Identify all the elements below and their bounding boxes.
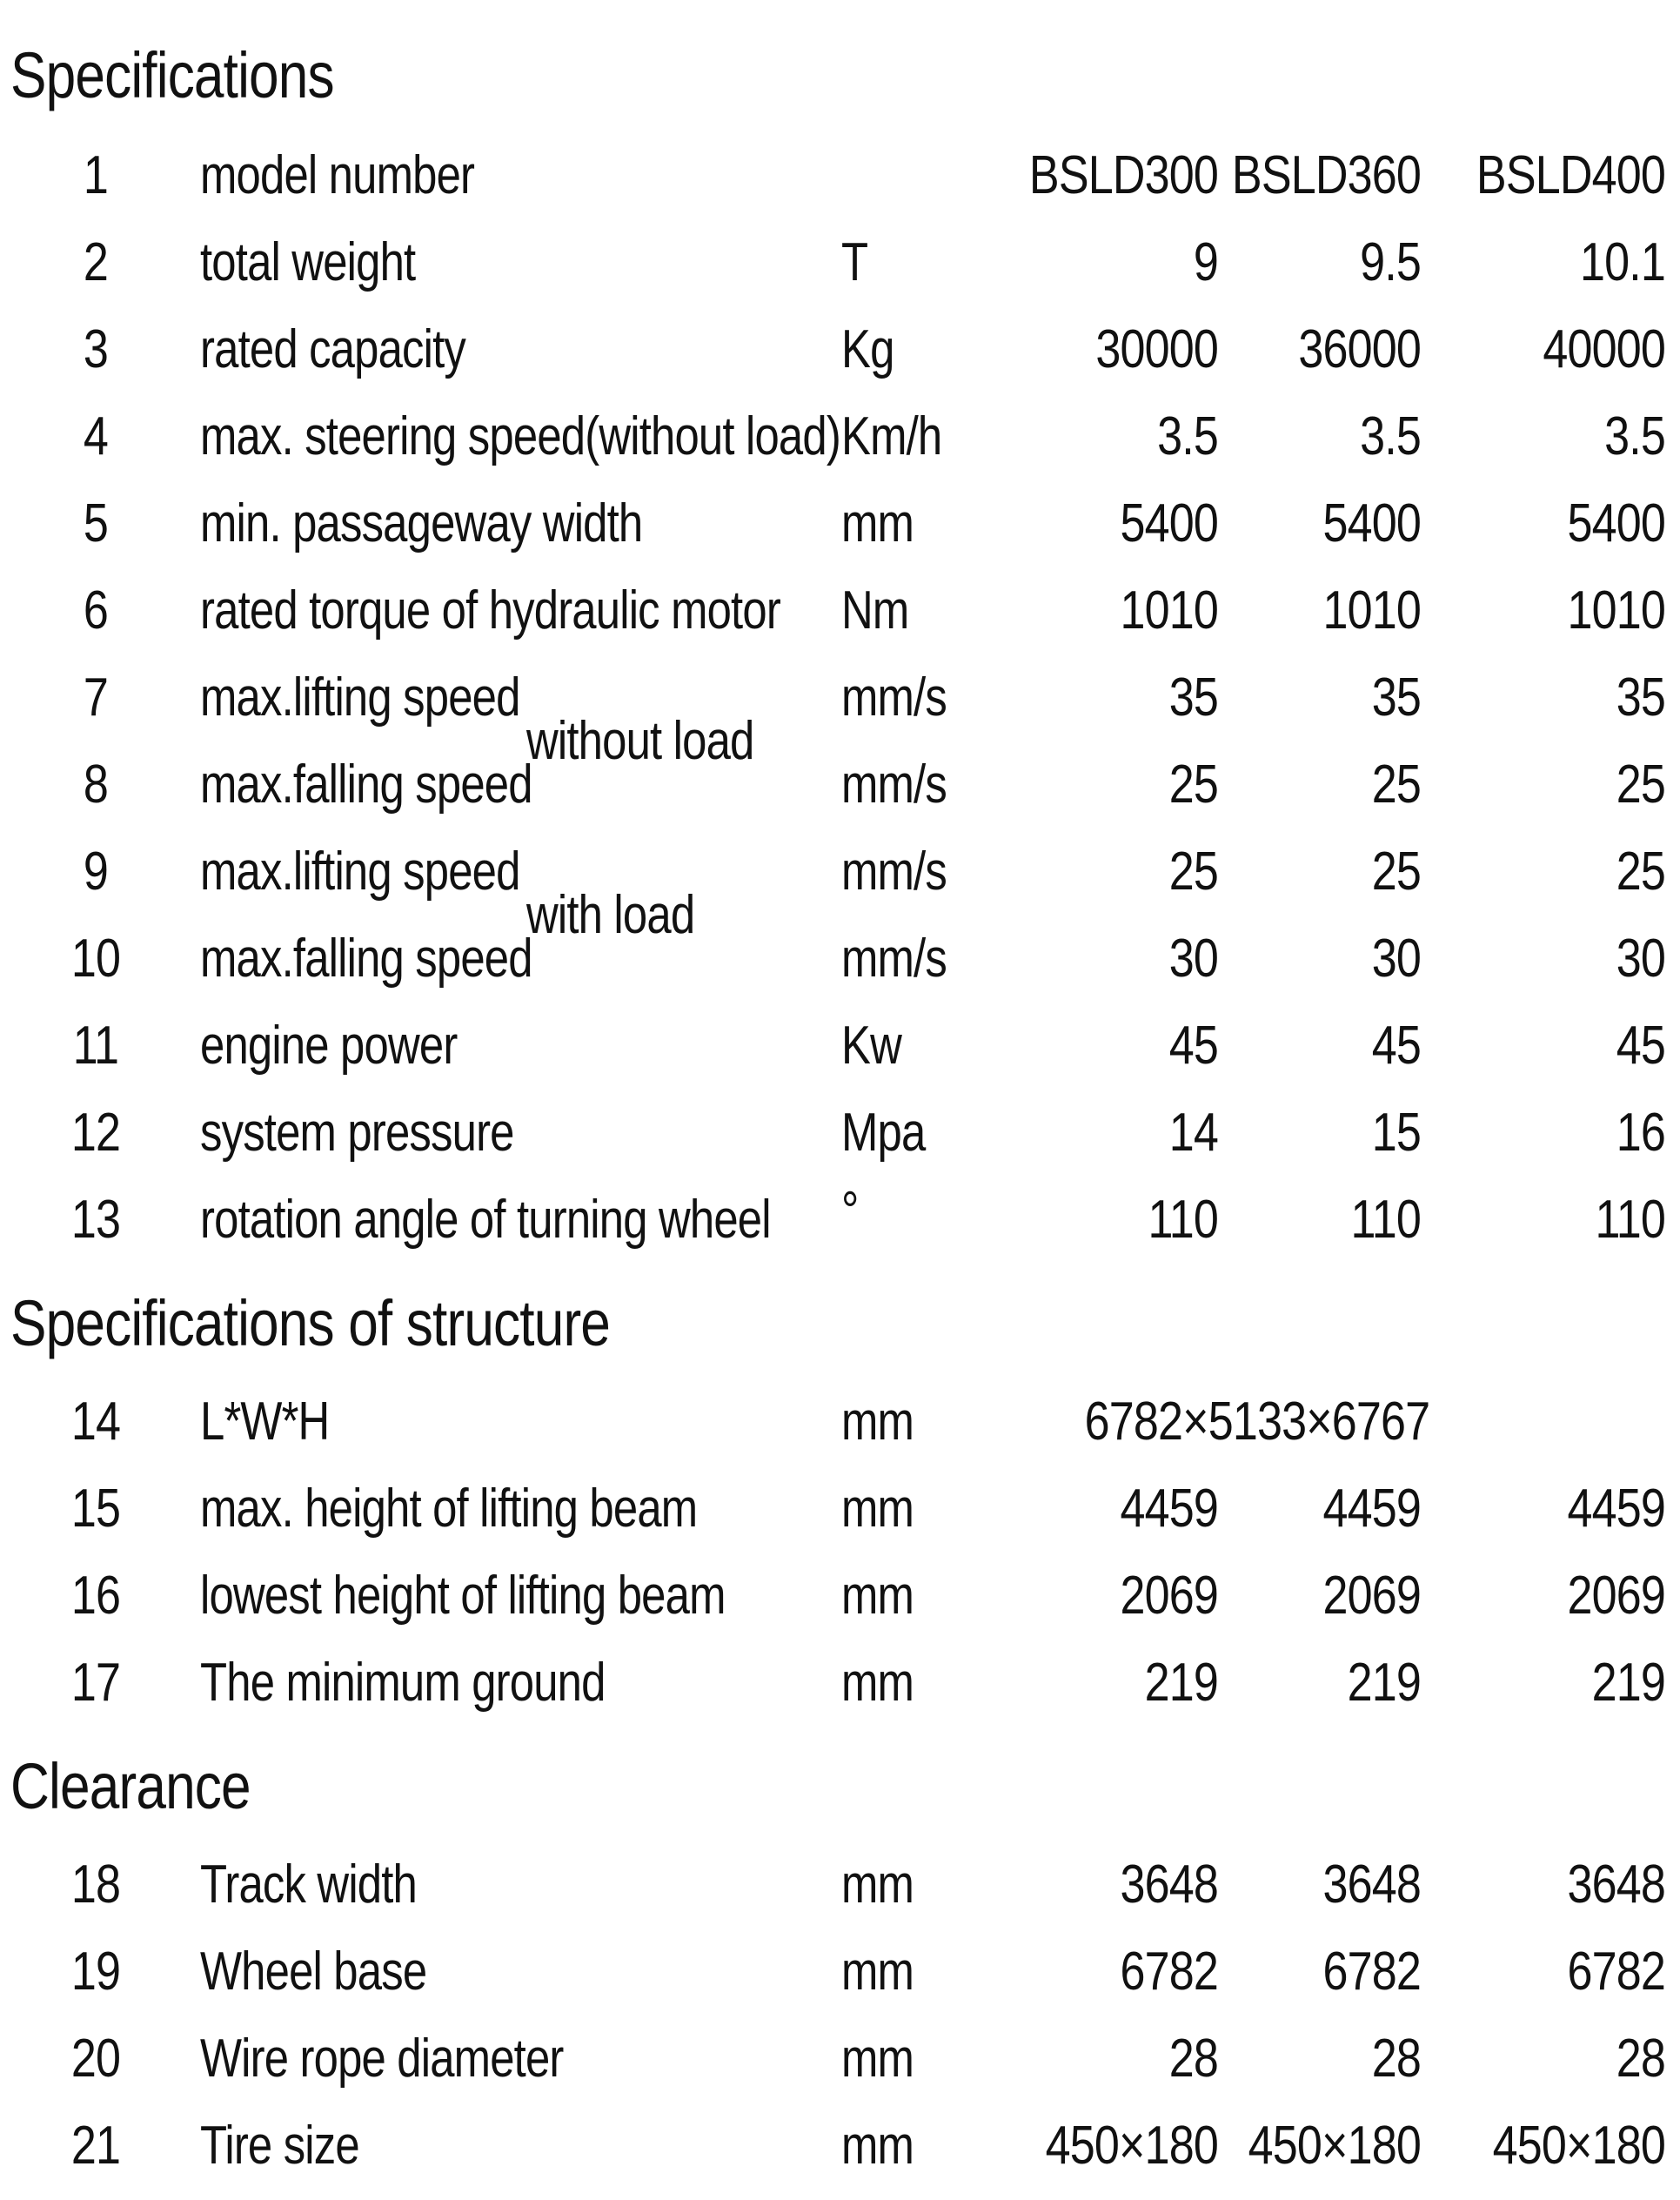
row-label: The minimum ground (200, 1653, 606, 1713)
row-unit: mm/s (841, 842, 947, 902)
row-number: 16 (70, 1566, 121, 1626)
row-unit: mm (841, 493, 914, 553)
value-model-1: 450×180 (1045, 2116, 1218, 2176)
row-label: max.falling speed (200, 929, 532, 989)
row-label: lowest height of lifting beam (200, 1566, 726, 1626)
row-label: total weight (200, 232, 416, 292)
row-number: 2 (83, 232, 109, 292)
row-unit: Kw (841, 1016, 901, 1076)
row-unit: mm/s (841, 667, 947, 728)
row-number: 1 (83, 145, 109, 205)
row-unit: Km/h (841, 406, 942, 466)
value-model-2: 30 (1371, 929, 1421, 989)
row-number: 14 (70, 1392, 121, 1452)
value-model-1: 30 (1168, 929, 1218, 989)
row-number: 19 (70, 1942, 121, 2002)
value-model-3: 1010 (1567, 580, 1665, 641)
value-model-1: 14 (1168, 1103, 1218, 1163)
row-number: 15 (70, 1479, 121, 1539)
value-dimensions: 6782×5133×6767 (1084, 1392, 1430, 1452)
value-model-3: 5400 (1567, 493, 1665, 553)
value-model-2: 35 (1371, 667, 1421, 728)
value-model-3: 219 (1591, 1653, 1665, 1713)
row-label: max.lifting speed (200, 667, 520, 728)
row-label: L*W*H (200, 1392, 330, 1452)
group-label-without-load: without load (526, 711, 754, 771)
row-number: 12 (70, 1103, 121, 1163)
row-label: system pressure (200, 1103, 514, 1163)
value-model-1: 5400 (1120, 493, 1218, 553)
value-model-1: 4459 (1120, 1479, 1218, 1539)
value-model-3: 25 (1616, 842, 1665, 902)
value-model-2: 6782 (1322, 1942, 1421, 2002)
row-unit: T (841, 232, 868, 292)
row-unit: mm/s (841, 929, 947, 989)
value-model-2: 9.5 (1360, 232, 1421, 292)
row-label: rated capacity (200, 319, 466, 379)
value-model-3: 3648 (1567, 1855, 1665, 1915)
row-label: Wheel base (200, 1942, 427, 2002)
row-number: 20 (70, 2029, 121, 2089)
row-unit: mm/s (841, 755, 947, 815)
value-model-3: 450×180 (1492, 2116, 1665, 2176)
row-unit: mm (841, 2116, 914, 2176)
value-model-1: BSLD300 (1028, 145, 1218, 205)
row-number: 11 (72, 1016, 119, 1076)
row-number: 17 (70, 1653, 121, 1713)
value-model-2: 3.5 (1360, 406, 1421, 466)
value-model-1: 3648 (1120, 1855, 1218, 1915)
value-model-1: 9 (1193, 232, 1218, 292)
value-model-1: 110 (1148, 1190, 1218, 1250)
value-model-1: 30000 (1095, 319, 1218, 379)
value-model-3: 35 (1616, 667, 1665, 728)
row-label: Track width (200, 1855, 418, 1915)
value-model-2: 5400 (1322, 493, 1421, 553)
value-model-3: 28 (1616, 2029, 1665, 2089)
row-unit: mm (841, 1392, 914, 1452)
value-model-2: 3648 (1322, 1855, 1421, 1915)
value-model-1: 219 (1144, 1653, 1218, 1713)
row-label: rotation angle of turning wheel (200, 1190, 771, 1250)
value-model-3: 40000 (1543, 319, 1665, 379)
group-label-with-load: with load (526, 885, 695, 945)
row-number: 8 (83, 755, 109, 815)
row-number: 18 (70, 1855, 121, 1915)
value-model-1: 35 (1168, 667, 1218, 728)
row-unit: mm (841, 2029, 914, 2089)
value-model-2: 15 (1371, 1103, 1421, 1163)
row-label: model number (200, 145, 475, 205)
value-model-2: BSLD360 (1231, 145, 1421, 205)
value-model-1: 1010 (1120, 580, 1218, 641)
value-model-2: 25 (1371, 842, 1421, 902)
row-unit: Mpa (841, 1103, 926, 1163)
row-number: 3 (83, 319, 109, 379)
value-model-3: 3.5 (1604, 406, 1665, 466)
row-number: 13 (70, 1190, 121, 1250)
row-label: max.lifting speed (200, 842, 520, 902)
row-unit: Nm (841, 580, 909, 641)
value-model-3: 10.1 (1579, 232, 1665, 292)
row-number: 6 (83, 580, 109, 641)
row-label: max.falling speed (200, 755, 532, 815)
row-label: engine power (200, 1016, 458, 1076)
value-model-1: 6782 (1120, 1942, 1218, 2002)
section-title-specifications: Specifications (10, 39, 334, 111)
row-unit: mm (841, 1653, 914, 1713)
value-model-2: 45 (1371, 1016, 1421, 1076)
row-label: max. steering speed(without load) (200, 406, 840, 466)
value-model-2: 1010 (1322, 580, 1421, 641)
row-unit: mm (841, 1479, 914, 1539)
value-model-1: 3.5 (1157, 406, 1218, 466)
value-model-3: 6782 (1567, 1942, 1665, 2002)
row-unit: mm (841, 1942, 914, 2002)
value-model-3: 4459 (1567, 1479, 1665, 1539)
value-model-3: BSLD400 (1476, 145, 1665, 205)
value-model-3: 25 (1616, 755, 1665, 815)
value-model-2: 25 (1371, 755, 1421, 815)
row-number: 7 (83, 667, 109, 728)
section-title-clearance: Clearance (10, 1750, 251, 1822)
row-unit: Kg (841, 319, 894, 379)
value-model-1: 25 (1168, 842, 1218, 902)
value-model-1: 2069 (1120, 1566, 1218, 1626)
row-label: Tire size (200, 2116, 359, 2176)
row-label: Wire rope diameter (200, 2029, 564, 2089)
row-label: rated torque of hydraulic motor (200, 580, 780, 641)
row-unit: ° (841, 1181, 859, 1241)
row-unit: mm (841, 1566, 914, 1626)
value-model-2: 36000 (1298, 319, 1421, 379)
value-model-2: 110 (1350, 1190, 1421, 1250)
row-number: 10 (70, 929, 121, 989)
value-model-3: 2069 (1567, 1566, 1665, 1626)
value-model-1: 45 (1168, 1016, 1218, 1076)
value-model-2: 219 (1347, 1653, 1421, 1713)
row-number: 5 (83, 493, 109, 553)
value-model-3: 16 (1616, 1103, 1665, 1163)
value-model-1: 25 (1168, 755, 1218, 815)
row-unit: mm (841, 1855, 914, 1915)
value-model-2: 28 (1371, 2029, 1421, 2089)
row-number: 9 (83, 842, 109, 902)
value-model-3: 30 (1616, 929, 1665, 989)
row-number: 4 (83, 406, 109, 466)
row-label: max. height of lifting beam (200, 1479, 698, 1539)
value-model-2: 4459 (1322, 1479, 1421, 1539)
section-title-specifications-of-structure: Specifications of structure (10, 1287, 611, 1359)
value-model-2: 2069 (1322, 1566, 1421, 1626)
row-number: 21 (70, 2116, 121, 2176)
value-model-3: 45 (1616, 1016, 1665, 1076)
row-label: min. passageway width (200, 493, 643, 553)
value-model-2: 450×180 (1248, 2116, 1421, 2176)
value-model-1: 28 (1168, 2029, 1218, 2089)
value-model-3: 110 (1595, 1190, 1665, 1250)
